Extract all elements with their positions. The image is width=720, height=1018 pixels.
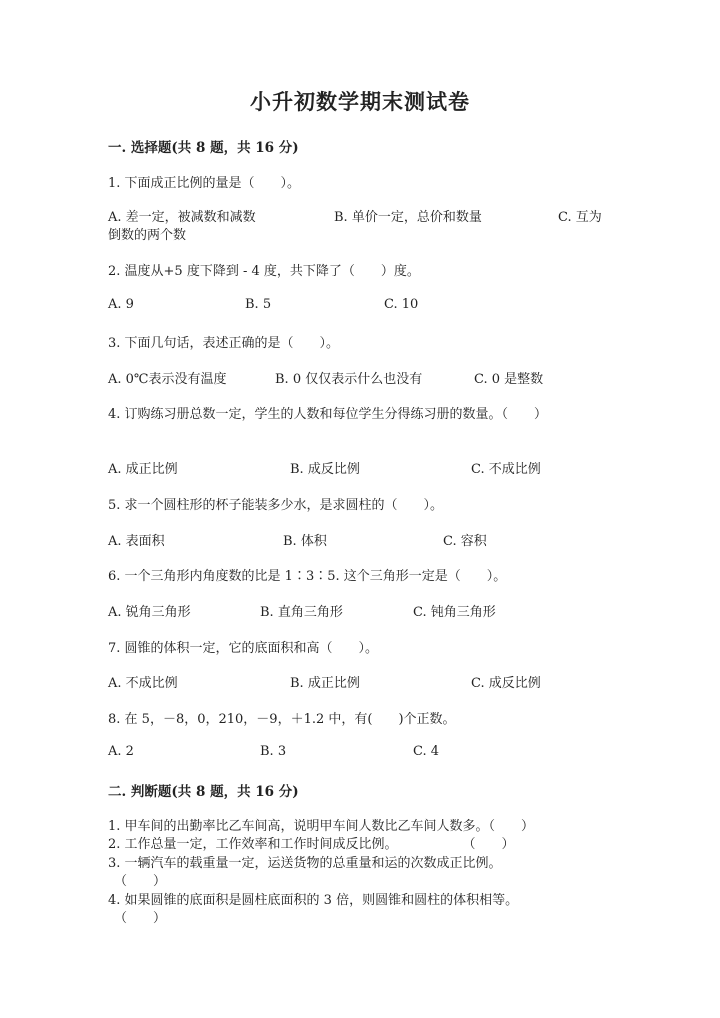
q8-option-c: C. 4 bbox=[413, 744, 440, 759]
q3-option-c: C. 0 是整数 bbox=[474, 372, 544, 387]
section-heading-choice: 一. 选择题(共 8 题，共 16 分) bbox=[108, 140, 299, 156]
question-8: 8. 在 5，－8，0，210，－9，＋1.2 中，有( )个正数。 bbox=[108, 712, 456, 727]
q1-option-a: A. 差一定，被减数和减数 bbox=[108, 210, 256, 225]
question-5: 5. 求一个圆柱形的杯子能装多少水，是求圆柱的（ ）。 bbox=[108, 498, 444, 513]
question-2: 2. 温度从+5 度下降到 - 4 度，共下降了（ ）度。 bbox=[108, 264, 420, 279]
q5-option-b: B. 体积 bbox=[283, 534, 327, 549]
question-1: 1. 下面成正比例的量是（ ）。 bbox=[108, 176, 301, 191]
q7-option-a: A. 不成比例 bbox=[108, 676, 178, 691]
tf-question-1: 1. 甲车间的出勤率比乙车间高，说明甲车间人数比乙车间人数多。（ ） bbox=[108, 819, 535, 834]
section-heading-true-false: 二. 判断题(共 8 题，共 16 分) bbox=[108, 784, 299, 800]
q4-option-b: B. 成反比例 bbox=[290, 462, 360, 477]
tf-question-3-answer-blank: （ ） bbox=[114, 874, 167, 889]
q7-option-b: B. 成正比例 bbox=[290, 676, 360, 691]
tf-question-3: 3. 一辆汽车的载重量一定，运送货物的总重量和运的次数成正比例。 bbox=[108, 856, 502, 871]
q3-option-b: B. 0 仅仅表示什么也没有 bbox=[275, 372, 423, 387]
q4-option-a: A. 成正比例 bbox=[108, 462, 178, 477]
question-6: 6. 一个三角形内角度数的比是 1∶3∶5. 这个三角形一定是（ ）。 bbox=[108, 569, 507, 584]
tf-question-4: 4. 如果圆锥的底面积是圆柱底面积的 3 倍，则圆锥和圆柱的体积相等。 bbox=[108, 893, 519, 908]
q8-option-b: B. 3 bbox=[260, 744, 287, 759]
q5-option-c: C. 容积 bbox=[443, 534, 487, 549]
tf-question-4-answer-blank: （ ） bbox=[114, 911, 167, 926]
q6-option-c: C. 钝角三角形 bbox=[413, 605, 496, 620]
q6-option-b: B. 直角三角形 bbox=[260, 605, 343, 620]
question-3: 3. 下面几句话，表述正确的是（ ）。 bbox=[108, 336, 340, 351]
q2-option-c: C. 10 bbox=[384, 297, 419, 312]
q1-option-b: B. 单价一定，总价和数量 bbox=[334, 210, 482, 225]
q3-option-a: A. 0℃表示没有温度 bbox=[108, 372, 227, 387]
q1-option-c-continued: 倒数的两个数 bbox=[108, 228, 187, 243]
question-4: 4. 订购练习册总数一定，学生的人数和每位学生分得练习册的数量。（ ） bbox=[108, 407, 548, 422]
q2-option-b: B. 5 bbox=[245, 297, 272, 312]
q2-option-a: A. 9 bbox=[108, 297, 134, 312]
q8-option-a: A. 2 bbox=[108, 744, 134, 759]
q6-option-a: A. 锐角三角形 bbox=[108, 605, 191, 620]
q4-option-c: C. 不成比例 bbox=[471, 462, 541, 477]
question-7: 7. 圆锥的体积一定，它的底面积和高（ ）。 bbox=[108, 641, 379, 656]
q5-option-a: A. 表面积 bbox=[108, 534, 165, 549]
q7-option-c: C. 成反比例 bbox=[471, 676, 541, 691]
q1-option-c: C. 互为 bbox=[558, 210, 602, 225]
tf-question-2: 2. 工作总量一定，工作效率和工作时间成反比例。 （ ） bbox=[108, 837, 515, 852]
page-title: 小升初数学期末测试卷 bbox=[250, 89, 470, 114]
